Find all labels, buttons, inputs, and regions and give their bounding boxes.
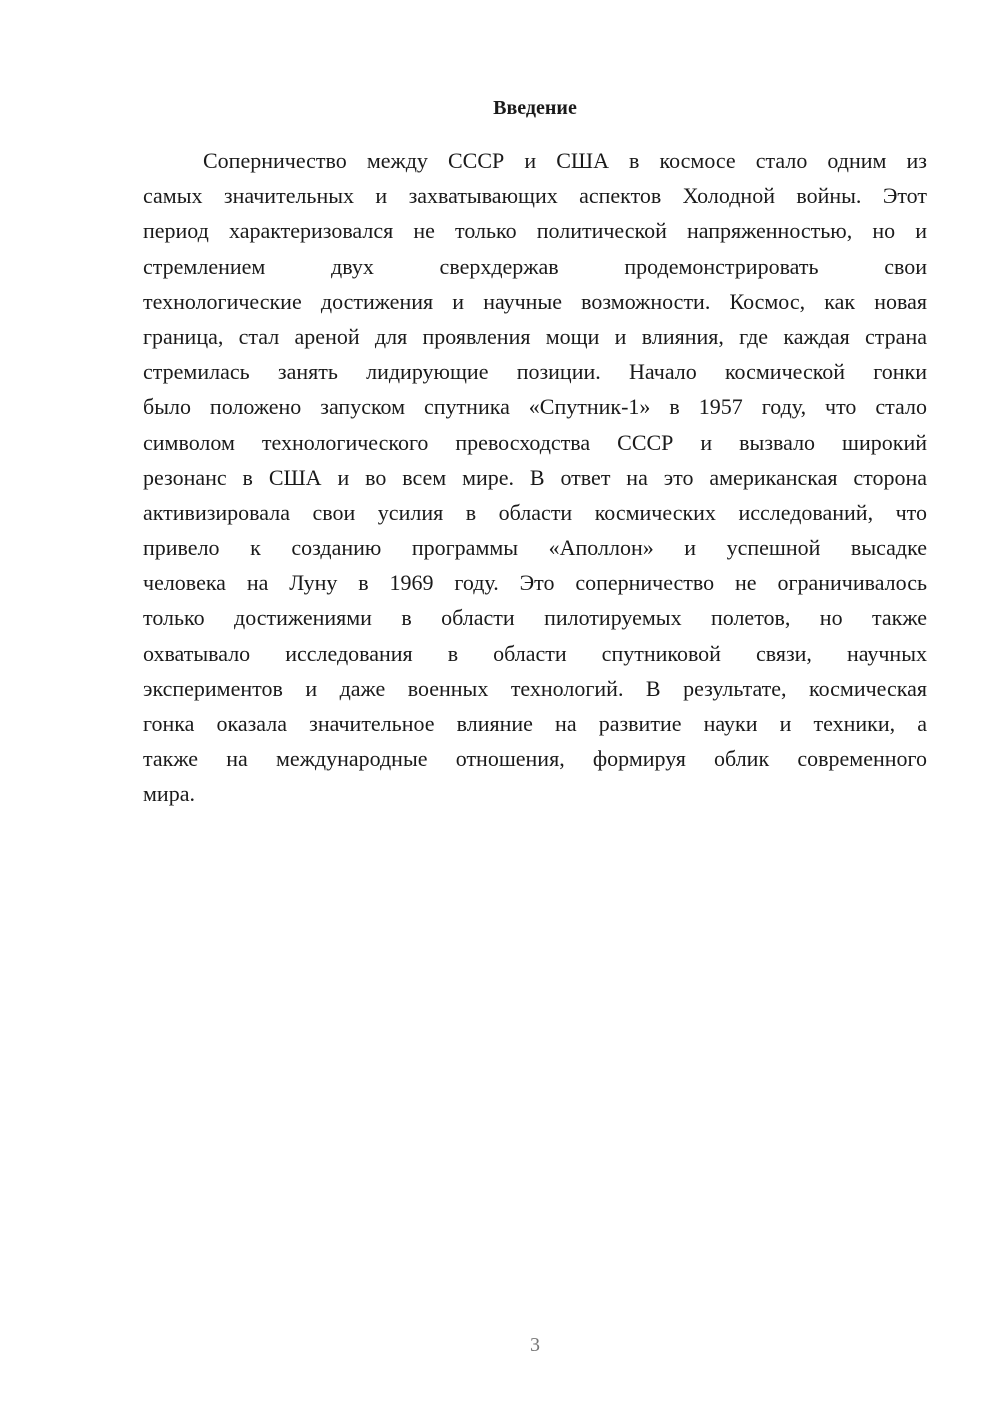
paragraph-line: человека на Луну в 1969 году. Это соперничество не ограничивалось: [143, 570, 927, 596]
paragraph-line: граница, стал ареной для проявления мощи и влияния, где каждая страна: [143, 323, 927, 349]
paragraph-line: привело к созданию программы «Аполлон» и успешной высадке: [143, 535, 927, 561]
paragraph-line: стремлением двух сверхдержав продемонстрировать свои: [143, 253, 927, 279]
section-heading: Введение: [493, 97, 577, 119]
page-number: 3: [530, 1334, 540, 1356]
paragraph-line: охватывало исследования в области спутниковой связи, научных: [143, 640, 927, 666]
paragraph-line: резонанс в США и во всем мире. В ответ на это американская сторона: [143, 464, 927, 490]
paragraph-line: также на международные отношения, формируя облик современного: [143, 746, 927, 772]
paragraph-line: символом технологического превосходства СССР и вызвало широкий: [143, 429, 927, 455]
paragraph-line: было положено запуском спутника «Спутник-1» в 1957 году, что стало: [143, 394, 927, 420]
paragraph-line: только достижениями в области пилотируемых полетов, но также: [143, 605, 927, 631]
paragraph-line: стремилась занять лидирующие позиции. Начало космической гонки: [143, 359, 927, 385]
paragraph-line: период характеризовался не только политической напряженностью, но и: [143, 218, 927, 244]
paragraph-line: Соперничество между СССР и США в космосе стало одним из: [203, 148, 927, 173]
paragraph-line: гонка оказала значительное влияние на развитие науки и техники, а: [143, 711, 927, 736]
paragraph-line: экспериментов и даже военных технологий. В результате, космическая: [143, 675, 927, 701]
paragraph-line: активизировала свои усилия в области космических исследований, что: [143, 499, 927, 525]
paragraph-line: мира.: [143, 781, 195, 807]
paragraph-line: самых значительных и захватывающих аспектов Холодной войны. Этот: [143, 183, 927, 209]
body-paragraph: [143, 143, 927, 812]
paragraph-line: технологические достижения и научные возможности. Космос, как новая: [143, 288, 927, 314]
